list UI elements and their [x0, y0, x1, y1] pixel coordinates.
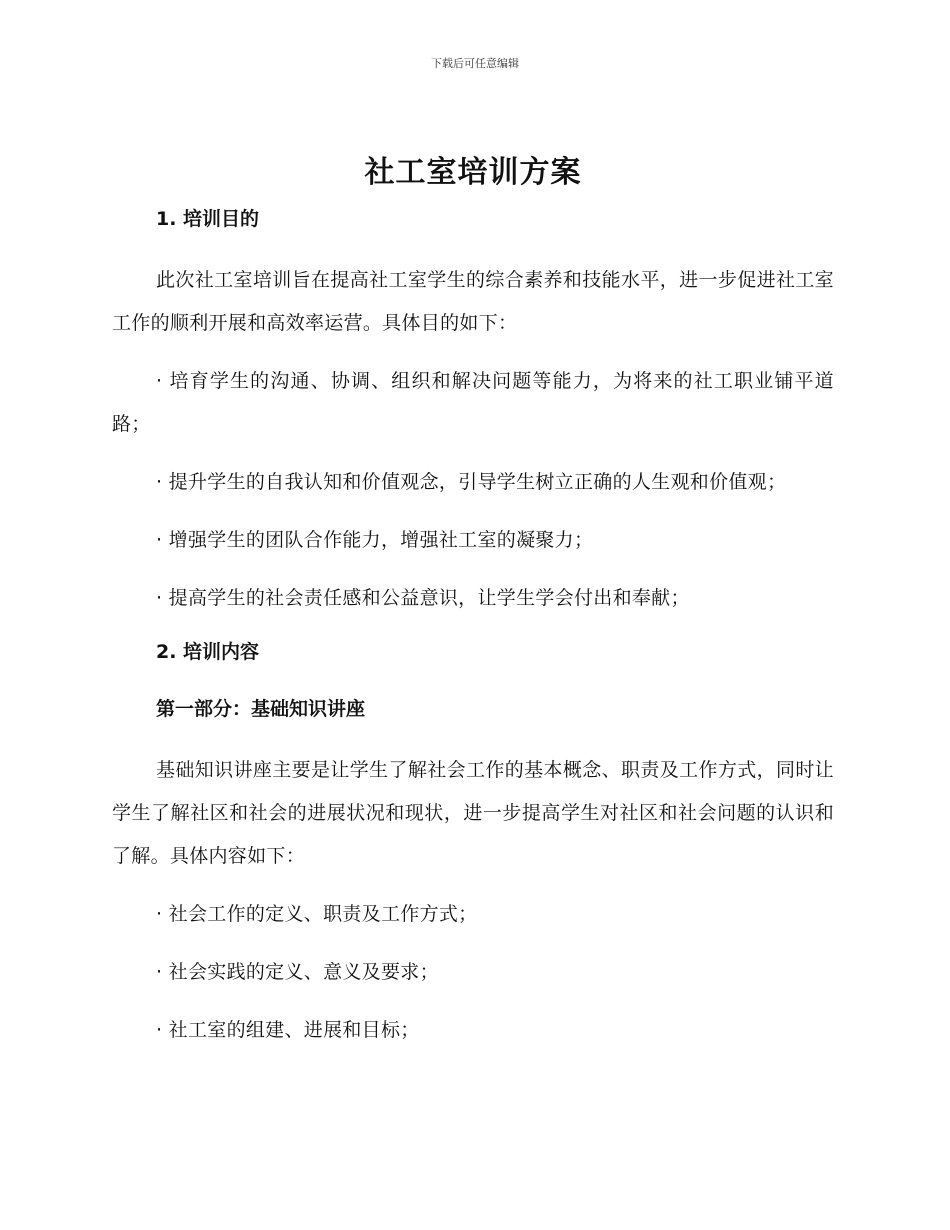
section-heading-purpose: 1. 培训目的	[156, 208, 260, 230]
document-body	[112, 148, 834, 1067]
list-item: · 社会实践的定义、意义及要求；	[156, 961, 439, 983]
purpose-bullet-list	[112, 360, 834, 620]
list-item: · 社会工作的定义、职责及工作方式；	[156, 903, 478, 925]
subsection-heading-basics: 第一部分：基础知识讲座	[156, 698, 366, 720]
list-item: · 提升学生的自我认知和价值观念，引导学生树立正确的人生观和价值观；	[156, 471, 787, 493]
basics-bullet-list	[112, 893, 834, 1052]
document-title: 社工室培训方案	[364, 155, 582, 190]
purpose-intro-paragraph: 此次社工室培训旨在提高社工室学生的综合素养和技能水平，进一步促进社工室工作的顺利开展和高效率运营。具体目的如下：	[112, 269, 834, 334]
list-item: · 提高学生的社会责任感和公益意识，让学生学会付出和奉献；	[156, 587, 690, 609]
list-item: · 培育学生的沟通、协调、组织和解决问题等能力，为将来的社工职业铺平道路；	[112, 370, 834, 435]
basics-intro-paragraph: 基础知识讲座主要是让学生了解社会工作的基本概念、职责及工作方式，同时让学生了解社区和社会的进展状况和现状，进一步提高学生对社区和社会问题的认识和了解。具体内容如下：	[112, 759, 834, 867]
section-heading-content: 2. 培训内容	[156, 641, 260, 663]
list-item: · 增强学生的团队合作能力，增强社工室的凝聚力；	[156, 529, 594, 551]
list-item: · 社工室的组建、进展和目标；	[156, 1019, 420, 1041]
page-header: 下载后可任意编辑	[431, 57, 519, 70]
